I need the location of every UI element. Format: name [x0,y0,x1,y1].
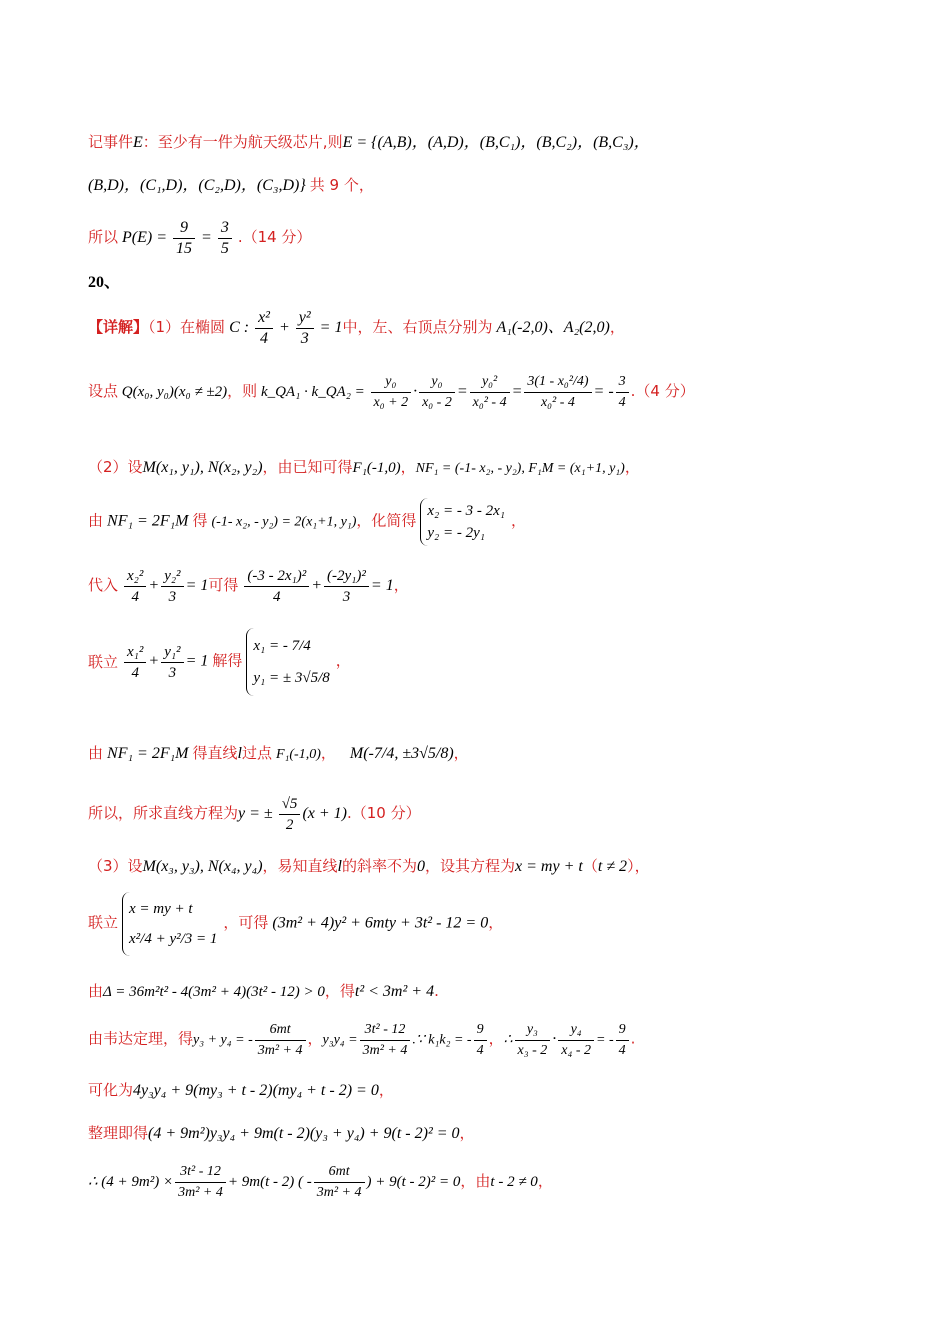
text: ， [624,458,640,476]
text: ， [393,576,409,595]
text: 所以 [88,228,119,247]
math: = 1 [370,577,394,595]
text: ， [307,1029,323,1048]
text: 解得 [212,651,243,670]
fraction: $\frac{\text{y₃}}{\text{x₃ - 2}}$ [515,1020,551,1061]
fraction: $\frac{\text{x²}}{4}$ [255,308,273,349]
detail-tag: 【详解】 [88,318,149,337]
line-ellipse-vertices: 【详解】（1）在椭圆 C : $\frac{\text{x²}}{4}$ + $\frac{\text{y²}}{3}$ = 1中，左、右顶点分别为 A₁(-2,0)、A₂(2,0)， [88,309,625,347]
math: x = my + t [515,858,583,875]
math: y₃ + y₄ = - [193,1032,253,1048]
text: 得直线 [192,744,238,762]
math: Q(x₀, y₀)(x₀ ≠ ±2) [121,383,228,400]
math: l [237,745,242,762]
text: ，可得 [223,913,269,932]
text: （3）设 [88,857,143,875]
text: ，得 [324,982,355,1000]
math: .∵ k₁k₂ = - [412,1032,472,1048]
fraction: $\frac{9}{4}$ [616,1020,629,1061]
text: . [630,1029,636,1048]
text: 的斜率不为 [341,857,417,875]
math: (3m² + 4)y² + 6mty + 3t² - 12 = 0 [272,914,489,932]
math: M(x₁, y₁), N(x₂, y₂) [142,459,263,476]
fraction: $\frac{\text{y²}}{3}$ [296,308,314,349]
line-vieta: 由韦达定理，得y₃ + y₄ = - $\frac{6mt}{\text{3m² + 4}}$ ，y₃y₄ = $\frac{\text{3t² - 12}}{\text{3m² + 4}}$ .∵ k₁k₂ = - $\frac{9}{4}$ ，∴ $\frac{\text{y₃}}{\text{x₃ - 2}}$ · $\frac{\text{y₄}}{\text{x₄ - 2}}$ = - $\frac{9}{4}$ . [88,1020,910,1061]
text: 中，左、右顶点分别为 [342,318,493,337]
text: 可得 [208,576,239,595]
text: ， [453,744,469,762]
text: （2）设 [88,458,143,476]
math: NF₁ = 2F₁M [107,745,189,762]
math: = 1 [185,577,209,595]
math: t - 2 ≠ 0 [490,1174,538,1191]
equation-system: x₁ = - 7/4 y₁ = ± 3√5/8 [246,628,335,696]
equation-system: x₂ = - 3 - 2x₁ y₂ = - 2y₁ [420,498,511,546]
math: l [337,858,342,875]
text: 得 [192,511,208,530]
line-therefore [88,1162,910,1203]
text: ， [488,1029,504,1048]
math: + 9m(t - 2) ( - [227,1174,312,1191]
text: ，由已知可得 [262,458,353,476]
line-event-list [88,174,910,197]
math: M(x₃, y₃), N(x₄, y₄) [142,858,263,875]
text: 代入 [88,576,119,595]
text: 联立 [88,653,119,671]
text: ， [609,318,625,337]
fraction: $\frac{\text{3t² - 12}}{\text{3m² + 4}}$ [175,1162,226,1203]
math: P(E) = [122,229,168,247]
math: Δ = 36m²t² - 4(3m² + 4)(3t² - 12) > 0 [103,984,325,1000]
fraction: $\frac{6mt}{\text{3m² + 4}}$ [255,1020,306,1061]
math: 0 [417,858,425,875]
fraction: $\frac{3}{5}$ [218,218,232,259]
math: t ≠ 2 [597,858,628,875]
text: 所以，所求直线方程为 [88,804,239,823]
line-probability: 所以 P(E) = $\frac{9}{15}$ = $\frac{3}{5}$ .（14 分） [88,219,312,257]
math: E = {(A,B)，(A,D)，(B,C₁)，(B,C₂)，(B,C₃)， [342,134,650,151]
fraction: $\frac{\text{y₀}}{\text{x₀ - 2}}$ [419,372,455,413]
math: 4y₃y₄ + 9(my₃ + t - 2)(my₄ + t - 2) = 0 [133,1082,379,1099]
line-simplify [88,1122,910,1145]
text: ， [510,511,526,530]
text: 过点 [241,744,272,762]
math: k_QA₁ · k_QA₂ = [260,383,365,400]
line-answer-line [88,794,910,835]
text: 设点 [88,381,119,400]
math: NF₁ = (-1- x₂, - y₂), F₁M = (x₁+1, y₁) [415,461,625,476]
text: ， [320,744,336,762]
text: ：至少有一件为航天级芯片,则 [142,133,343,151]
text: （1）在椭圆 [148,318,226,337]
line-part3-setup [88,855,910,878]
math: ∴ [503,1032,513,1048]
math: (4 + 9m²)y₃y₄ + 9m(t - 2)(y₃ + y₄) + 9(t - 2)² = 0 [148,1125,460,1142]
text: 由韦达定理，得 [88,1029,194,1048]
line-slope-product: 设点 Q(x₀, y₀)(x₀ ≠ ±2)，则 k_QA₁ · k_QA₂ = $\frac{\text{y₀}}{\text{x₀ + 2}}$ · $\frac{\text{y₀}}{\text{x₀ - 2}}$ = $\frac{\text{y₀²}}{\text{x₀² - 4}}$ = $\frac{\text{3(1 - x₀²/4)}}{\text{x₀² - 4}}$ = - $\frac{3}{4}$ .（4 分） [88,372,910,413]
math: A₁(-2,0)、A₂(2,0) [496,319,610,337]
text: ，由 [460,1172,491,1191]
line-vector-relation [88,498,910,546]
math: t² < 3m² + 4 [354,983,435,1000]
math: = - [596,1032,614,1048]
math: M(-7/4, ±3√5/8) [349,745,454,762]
fraction: $\frac{√5}{2}$ [279,794,301,835]
text: .（14 分） [237,228,312,247]
text: 记事件 [88,133,134,151]
line-combine-equations [88,892,910,956]
fraction: $\frac{9}{4}$ [474,1020,487,1061]
math: F₁(-1,0) [275,747,321,762]
math: ) + 9(t - 2)² = 0 [366,1174,461,1191]
fraction: $\frac{\text{y₂²}}{3}$ [161,566,183,607]
text: 联立 [88,913,119,932]
text: ， [488,913,504,932]
text: ，化简得 [356,511,417,530]
fraction: $\frac{\text{(-3 - 2x₁)²}}{4}$ [244,566,309,607]
text: .（10 分） [347,804,421,823]
math: (x + 1) [302,805,347,823]
line-event-definition [88,131,910,154]
math: (B,D)，(C₁,D)，(C₂,D)，(C₃,D)} [88,177,306,194]
text: ）， [627,857,650,875]
fraction: $\frac{3}{4}$ [616,372,629,413]
fraction: $\frac{\text{x₁²}}{4}$ [124,642,146,683]
math: ∴ (4 + 9m²) × [88,1174,174,1191]
math: y = ± [238,805,273,823]
text: ， [335,651,351,670]
fraction: $\frac{\text{3t² - 12}}{\text{3m² + 4}}$ [360,1020,411,1061]
line-solve-system: 联立 $\frac{\text{x₁²}}{4}$ + $\frac{\text{y₁²}}{3}$ = 1 解得 x₁ = - 7/4 y₁ = ± 3√5/8 ， [88,628,910,712]
fraction: $\frac{\text{(-2y₁)²}}{3}$ [324,566,369,607]
fraction: $\frac{\text{y₁²}}{3}$ [161,642,183,683]
text: 由 [88,511,104,530]
text: ，则 [227,381,258,400]
math: y₃y₄ = [322,1032,358,1048]
fraction: $\frac{\text{y₄}}{\text{x₄ - 2}}$ [558,1020,594,1061]
line-transform [88,1079,910,1102]
text: 可化为 [88,1081,134,1099]
text: ， [537,1172,553,1191]
fraction: $\frac{\text{y₀}}{\text{x₀ + 2}}$ [371,372,412,413]
math: = 1 [319,319,343,337]
text: ，设其方程为 [425,857,516,875]
line-set-points [88,456,910,480]
equation-system: x = my + t x²/4 + y²/3 = 1 [122,892,223,956]
question-number [88,272,910,294]
fraction: $\frac{9}{15}$ [173,218,195,259]
math: F₁(-1,0) [352,460,401,476]
text: 由 [88,744,104,762]
text: ， [400,458,416,476]
line-discriminant [88,980,910,1003]
text: 共 9 个， [309,176,374,194]
fraction: $\frac{\text{x₂²}}{4}$ [124,566,146,607]
question-label: 20、 [88,274,121,291]
text: . [434,982,439,1000]
text: ， [459,1124,475,1142]
math: = 1 [185,652,209,670]
text: （ [582,857,598,875]
math: NF₁ = 2F₁M [107,512,189,530]
fraction: $\frac{\text{3(1 - x₀²/4)}}{\text{x₀² - 4}}$ [524,372,591,413]
line-line-through-points [88,742,910,766]
text: ， [378,1081,394,1099]
line-substitute: 代入 $\frac{\text{x₂²}}{4}$ + $\frac{\text{y₂²}}{3}$ = 1可得 $\frac{\text{(-3 - 2x₁)²}}{4}$ + $\frac{\text{(-2y₁)²}}{3}$ = 1， [88,568,409,605]
text: 整理即得 [88,1124,149,1142]
text: 由 [88,982,104,1000]
text: ，易知直线 [262,857,338,875]
math: (-1- x₂, - y₂) = 2(x₁+1, y₁) [211,514,357,530]
math: E [133,134,143,151]
fraction: $\frac{\text{y₀²}}{\text{x₀² - 4}}$ [470,372,510,413]
text: .（4 分） [630,381,695,400]
math: C : [229,319,250,337]
fraction: $\frac{6mt}{\text{3m² + 4}}$ [314,1162,365,1203]
